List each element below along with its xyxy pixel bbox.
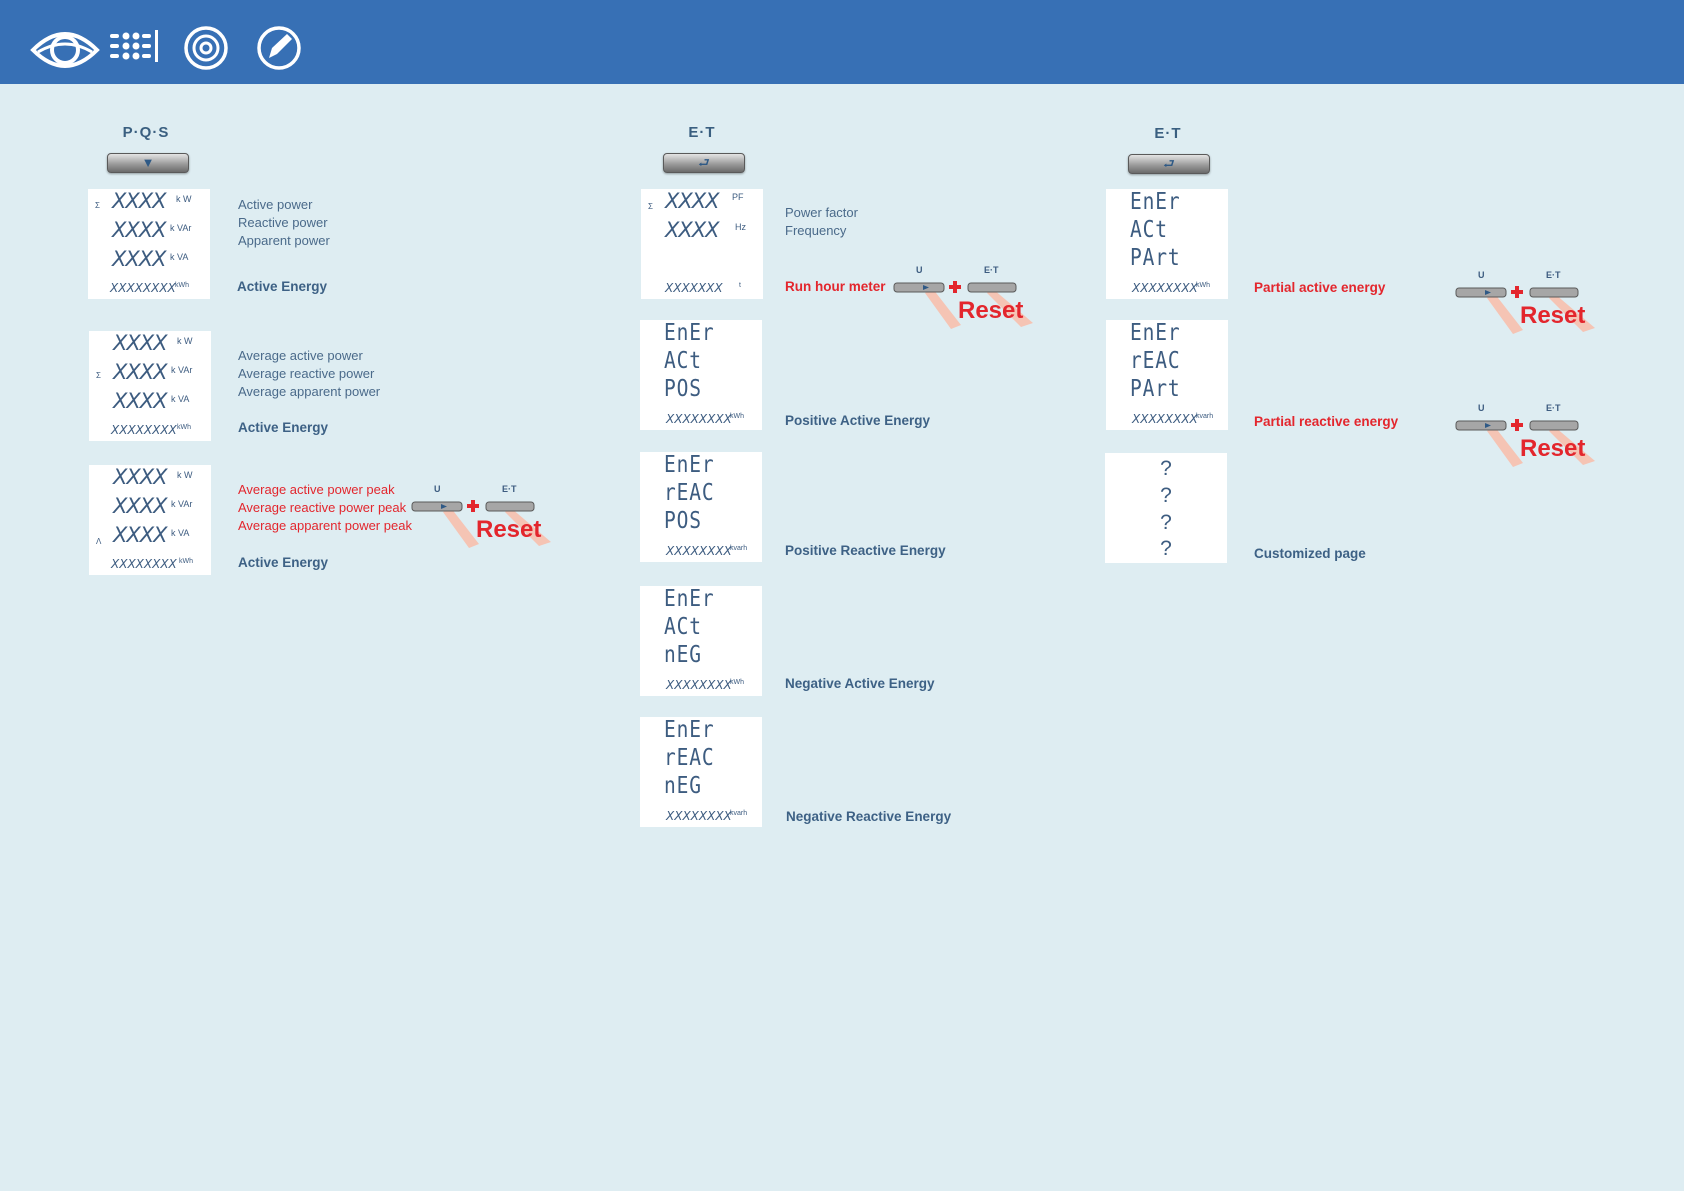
down-arrow-icon: ▼ — [141, 155, 155, 170]
line-power-factor: Power factor — [785, 205, 858, 220]
lcd-seg-1: EnEr — [664, 717, 715, 743]
energy-counter: XXXXXXXX — [1132, 412, 1198, 426]
return-arrow-icon: ⮐ — [1163, 156, 1175, 171]
screen-title: Active Energy — [238, 555, 329, 570]
lcd-screen-negative-reactive — [640, 717, 762, 827]
lcd-seg-1: EnEr — [664, 320, 715, 346]
peak-mark: Λ — [96, 537, 102, 546]
lcd-question-1: ? — [1160, 457, 1172, 480]
return-arrow-icon: ⮐ — [698, 155, 710, 170]
reset-label: Reset — [958, 297, 1024, 324]
pqs-button[interactable] — [107, 153, 189, 173]
energy-counter: XXXXXXXX — [1132, 281, 1198, 295]
lcd-seg-2: ACt — [1130, 217, 1168, 243]
line-average-active-power: Average active power — [238, 348, 363, 363]
lcd-screen-pf-frequency — [641, 189, 763, 299]
et-button[interactable] — [663, 153, 745, 173]
lcd-screen-positive-active — [640, 320, 762, 430]
energy-counter: XXXXXXXX — [666, 544, 732, 558]
lcd-seg-2: rEAC — [664, 480, 715, 506]
eye-icon — [30, 22, 100, 78]
key-u-label: U — [1478, 403, 1485, 413]
lcd-row-3: XXXX — [113, 389, 167, 413]
lcd-seg-2: ACt — [664, 348, 702, 374]
lcd-screen-positive-reactive — [640, 452, 762, 562]
column-heading-et-partial: E·T — [1154, 125, 1182, 142]
key-et-label: E·T — [1546, 270, 1561, 280]
lcd-row-2: XXXX — [113, 360, 167, 384]
lcd-seg-3: POS — [664, 508, 702, 534]
energy-counter: XXXXXXXX — [111, 423, 177, 437]
screen-title: Active Energy — [237, 279, 328, 294]
unit-1: k W — [177, 470, 193, 480]
lcd-question-2: ? — [1160, 484, 1172, 507]
lcd-seg-2: rEAC — [664, 745, 715, 771]
key-et-label: E·T — [502, 484, 517, 494]
lcd-screen-partial-active — [1106, 189, 1228, 299]
reset-combo-partial-reactive — [1455, 401, 1600, 481]
sigma-mark: Σ — [648, 202, 653, 211]
energy-counter: XXXXXXXX — [110, 281, 176, 295]
counter-unit: kvarh — [730, 810, 748, 817]
lcd-question-3: ? — [1160, 511, 1172, 534]
lcd-row-3: XXXX — [113, 523, 167, 547]
counter-unit: kWh — [1196, 282, 1210, 289]
description — [238, 196, 330, 250]
key-u-label: U — [434, 484, 441, 494]
lcd-screen-negative-active — [640, 586, 762, 696]
lcd-row-2: XXXX — [113, 494, 167, 518]
lcd-screen-partial-reactive — [1106, 320, 1228, 430]
lcd-seg-1: EnEr — [664, 452, 715, 478]
sigma-mark: Σ — [96, 371, 101, 380]
lcd-screen-power — [88, 189, 210, 299]
lcd-row-1: XXXX — [665, 189, 719, 213]
line-apparent-power: Apparent power — [238, 233, 330, 248]
screen-title-partial-reactive: Partial reactive energy — [1254, 414, 1399, 429]
key-u-label: U — [916, 265, 923, 275]
lcd-seg-2: rEAC — [1130, 348, 1181, 374]
unit-1: k W — [177, 336, 193, 346]
screen-title-run-hour: Run hour meter — [785, 279, 886, 294]
reset-combo-partial-active — [1455, 268, 1600, 348]
unit-3: k VA — [170, 252, 189, 262]
unit-2: k VAr — [170, 223, 192, 233]
unit-hz: Hz — [735, 222, 746, 232]
line-average-reactive-power-peak: Average reactive power peak — [238, 500, 407, 515]
description — [785, 204, 858, 240]
description-peak — [238, 481, 412, 535]
unit-2: k VAr — [171, 499, 193, 509]
energy-counter: XXXXXXXX — [111, 557, 177, 571]
column-heading-pqs: P·Q·S — [122, 124, 170, 141]
lcd-seg-3: nEG — [664, 773, 702, 799]
counter-unit: kWh — [179, 558, 193, 565]
reset-label: Reset — [476, 516, 542, 543]
lcd-screen-peak-power — [89, 465, 211, 575]
lcd-seg-2: ACt — [664, 614, 702, 640]
screen-title: Negative Active Energy — [785, 676, 935, 691]
line-reactive-power: Reactive power — [238, 215, 328, 230]
screen-title: Active Energy — [238, 420, 329, 435]
lcd-seg-3: PArt — [1130, 376, 1181, 402]
counter-unit: kWh — [730, 679, 744, 686]
lcd-screen-average-power — [89, 331, 211, 441]
description — [238, 347, 380, 401]
display-grid-icon — [108, 22, 168, 78]
key-et-label: E·T — [984, 265, 999, 275]
energy-counter: XXXXXXXX — [666, 412, 732, 426]
screen-title: Positive Reactive Energy — [785, 543, 946, 558]
lcd-row-1: XXXX — [113, 331, 167, 355]
reset-label: Reset — [1520, 435, 1586, 462]
lcd-row-1: XXXX — [112, 189, 166, 213]
unit-3: k VA — [171, 528, 190, 538]
lcd-seg-3: PArt — [1130, 245, 1181, 271]
unit-1: k W — [176, 194, 192, 204]
line-active-power: Active power — [238, 197, 313, 212]
column-heading-et: E·T — [688, 124, 716, 141]
target-icon — [182, 22, 230, 78]
screen-title-partial-active: Partial active energy — [1254, 280, 1386, 295]
counter-unit: kWh — [177, 424, 191, 431]
et-button-partial[interactable] — [1128, 154, 1210, 174]
counter-unit: kvarh — [1196, 413, 1214, 420]
line-average-active-power-peak: Average active power peak — [238, 482, 395, 497]
counter-unit: t — [739, 282, 741, 289]
unit-2: k VAr — [171, 365, 193, 375]
header-bar — [0, 0, 1684, 84]
counter-unit: kvarh — [730, 545, 748, 552]
counter-unit: kWh — [730, 413, 744, 420]
unit-pf: PF — [732, 192, 744, 202]
energy-counter: XXXXXXXX — [666, 678, 732, 692]
key-u-label: U — [1478, 270, 1485, 280]
lcd-seg-1: EnEr — [1130, 320, 1181, 346]
lcd-seg-1: EnEr — [1130, 189, 1181, 215]
energy-counter: XXXXXXXX — [666, 809, 732, 823]
lcd-seg-3: POS — [664, 376, 702, 402]
line-frequency: Frequency — [785, 223, 847, 238]
lcd-seg-3: nEG — [664, 642, 702, 668]
lcd-row-2: XXXX — [112, 218, 166, 242]
lcd-row-2: XXXX — [665, 218, 719, 242]
line-average-apparent-power-peak: Average apparent power peak — [238, 518, 412, 533]
screen-title: Negative Reactive Energy — [786, 809, 952, 824]
counter-unit: kWh — [175, 282, 189, 289]
lcd-question-4: ? — [1160, 537, 1172, 560]
hour-counter: XXXXXXX — [665, 281, 723, 295]
lcd-seg-1: EnEr — [664, 586, 715, 612]
lcd-row-1: XXXX — [113, 465, 167, 489]
key-et-label: E·T — [1546, 403, 1561, 413]
unit-3: k VA — [171, 394, 190, 404]
reset-combo-run-hour — [893, 263, 1038, 343]
line-average-apparent-power: Average apparent power — [238, 384, 381, 399]
lcd-row-3: XXXX — [112, 247, 166, 271]
reset-label: Reset — [1520, 302, 1586, 329]
lcd-screen-customized — [1105, 453, 1227, 563]
pen-icon — [255, 22, 303, 78]
reset-combo-peak — [411, 482, 556, 562]
screen-title: Customized page — [1254, 546, 1366, 561]
line-average-reactive-power: Average reactive power — [238, 366, 375, 381]
sigma-mark: Σ — [95, 201, 100, 210]
screen-title: Positive Active Energy — [785, 413, 931, 428]
